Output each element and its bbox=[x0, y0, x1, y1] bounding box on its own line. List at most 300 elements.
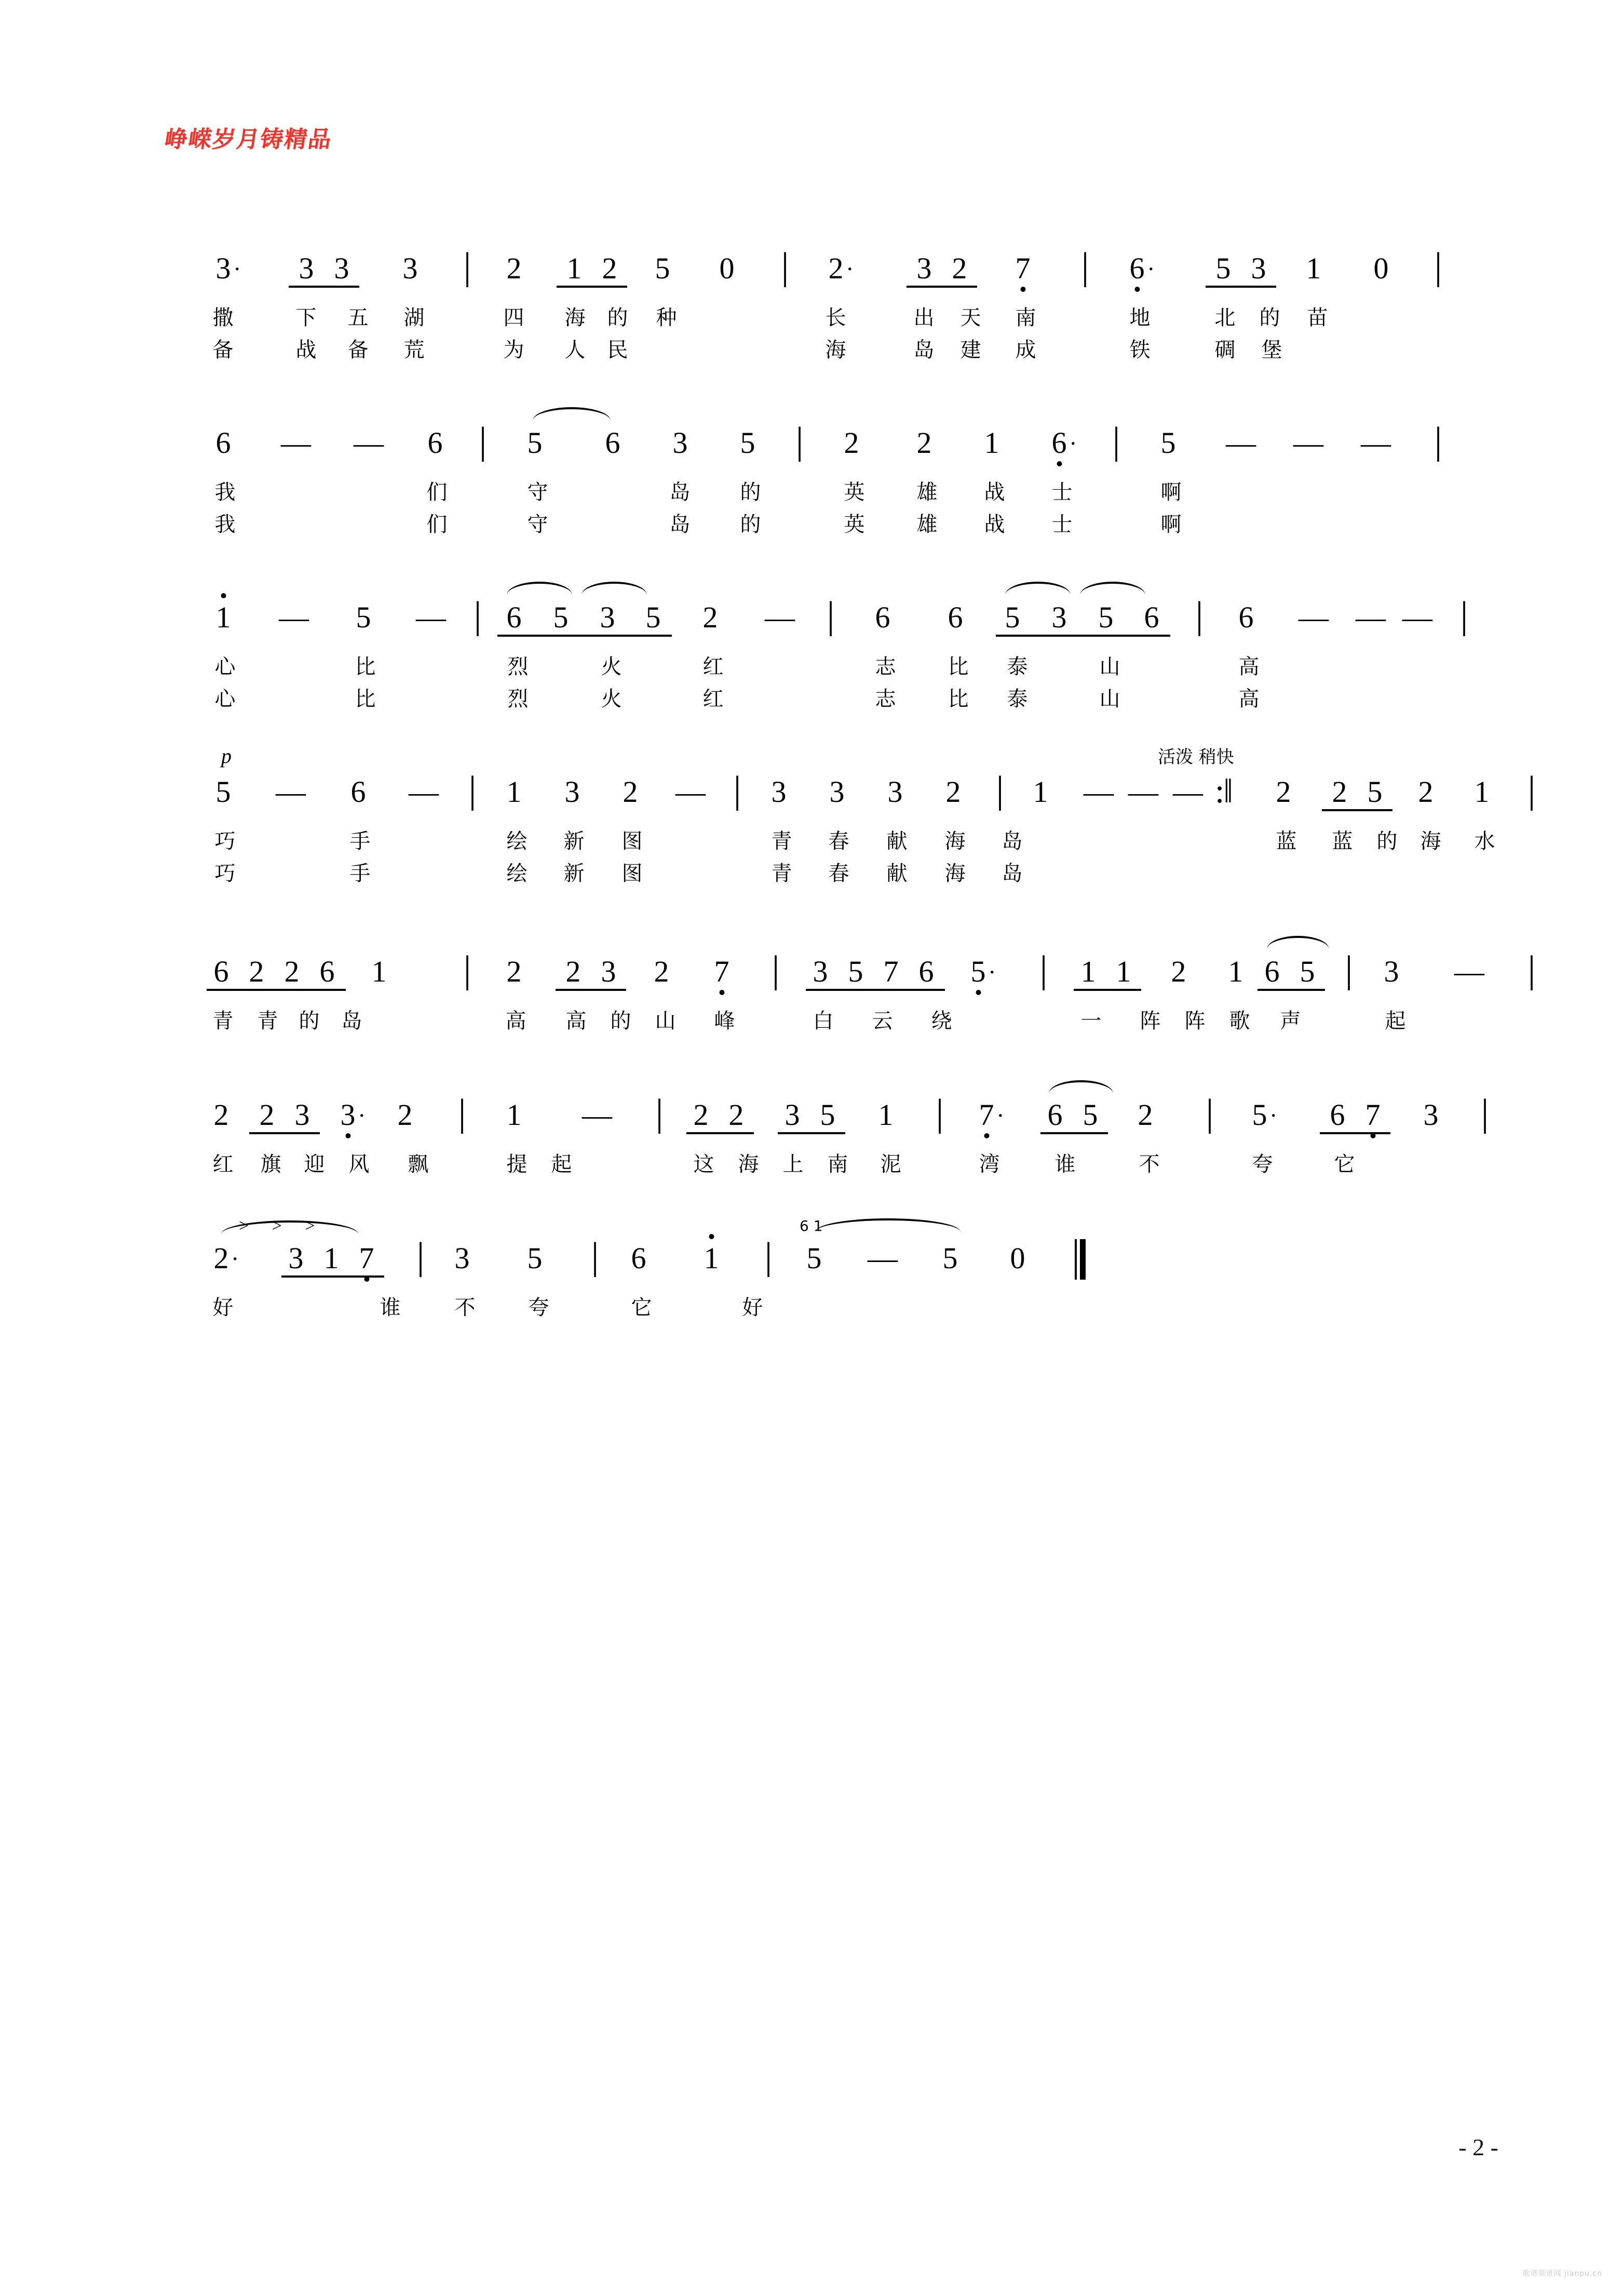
note: 3 bbox=[564, 775, 580, 809]
note: 2 bbox=[916, 426, 932, 460]
note: 6 bbox=[213, 955, 229, 988]
note: 2 bbox=[506, 251, 522, 285]
lyric: 备 bbox=[347, 338, 369, 362]
lyric: 四 bbox=[503, 306, 525, 330]
lyric: 的 bbox=[607, 306, 629, 330]
note: 2 bbox=[506, 955, 522, 988]
note: 1 bbox=[704, 1241, 719, 1275]
note: 6 bbox=[215, 426, 231, 460]
lyric: 山 bbox=[1099, 655, 1121, 679]
lyric: 好 bbox=[742, 1296, 764, 1320]
music-score bbox=[202, 244, 1536, 1377]
beam bbox=[1040, 1132, 1108, 1134]
note: 2 bbox=[213, 1098, 229, 1132]
sustain-dash: — bbox=[1128, 775, 1158, 809]
note: 2 bbox=[702, 600, 718, 634]
lyric: 青 bbox=[771, 862, 793, 885]
note: 6 bbox=[918, 955, 934, 988]
beam bbox=[497, 635, 672, 637]
barline: | bbox=[468, 769, 477, 811]
lyrics-row-6a bbox=[202, 1145, 1438, 1177]
notes-row-2 bbox=[202, 419, 1442, 473]
lyric: 山 bbox=[1099, 687, 1121, 711]
lyrics-row-3a bbox=[202, 647, 1438, 679]
lyric: 比 bbox=[948, 687, 969, 711]
note: 3 bbox=[601, 955, 616, 988]
note: 5 · bbox=[1252, 1098, 1278, 1132]
lyric: 成 bbox=[1015, 338, 1037, 362]
note: 5 bbox=[1215, 251, 1231, 285]
music-system-6 bbox=[202, 1091, 1489, 1215]
lyric: 图 bbox=[621, 862, 643, 885]
lyric: 英 bbox=[844, 480, 865, 504]
note: 7 bbox=[714, 955, 729, 988]
notes-row-4 bbox=[202, 768, 1536, 822]
note: 2 bbox=[397, 1098, 413, 1132]
note: 7 bbox=[359, 1241, 374, 1275]
slur bbox=[533, 407, 611, 421]
lyric: 比 bbox=[948, 655, 969, 679]
lyric: 它 bbox=[631, 1296, 653, 1320]
note: 6 · bbox=[1129, 251, 1155, 285]
lyric: 雄 bbox=[916, 513, 938, 536]
note: 1 bbox=[1306, 251, 1321, 285]
barline: | bbox=[655, 1092, 664, 1134]
tempo-mark: 活泼 稍快 bbox=[1158, 747, 1234, 768]
lyric: 青 bbox=[257, 1009, 279, 1033]
note: 3 bbox=[299, 251, 314, 285]
grace-note: 6 1 bbox=[800, 1217, 823, 1234]
lyric: 它 bbox=[1334, 1152, 1356, 1176]
lyrics-row-2a bbox=[202, 473, 1438, 505]
note: 1 bbox=[1474, 775, 1490, 809]
note: 6 bbox=[1264, 955, 1280, 988]
beam bbox=[996, 635, 1170, 637]
note: 1 bbox=[1228, 955, 1243, 988]
lyric: 夸 bbox=[1252, 1152, 1274, 1176]
note: 2 bbox=[284, 955, 300, 988]
note: 2 bbox=[602, 251, 617, 285]
beam bbox=[686, 1132, 754, 1134]
lyric: 海 bbox=[944, 829, 966, 853]
lyric: 志 bbox=[875, 655, 897, 679]
sustain-dash: — bbox=[1361, 426, 1391, 460]
lyric: 民 bbox=[607, 338, 629, 362]
lyric: 战 bbox=[295, 338, 317, 362]
lyric: 绕 bbox=[931, 1009, 953, 1033]
lyric: 战 bbox=[984, 480, 1006, 504]
sustain-dash: — bbox=[281, 426, 311, 460]
lyrics-row-5a bbox=[202, 1001, 1438, 1033]
lyric: 声 bbox=[1280, 1009, 1302, 1033]
sustain-dash: — bbox=[1454, 955, 1484, 988]
lyric: 岛 bbox=[669, 513, 691, 536]
lyrics-row-2b bbox=[202, 505, 1438, 537]
note: 5 bbox=[942, 1241, 958, 1275]
lyric: 高 bbox=[565, 1009, 587, 1033]
lyric: 南 bbox=[1015, 306, 1037, 330]
barline: | bbox=[1195, 594, 1203, 637]
lyric: 这 bbox=[693, 1152, 715, 1176]
lyric: 海 bbox=[825, 338, 847, 362]
lyric: 巧 bbox=[214, 862, 236, 885]
sustain-dash: — bbox=[279, 600, 309, 634]
note: 6 bbox=[948, 600, 963, 634]
lyric: 我 bbox=[214, 480, 236, 504]
beam bbox=[207, 989, 346, 991]
lyric: 手 bbox=[349, 829, 371, 853]
lyric: 不 bbox=[454, 1296, 476, 1320]
lyric: 的 bbox=[610, 1009, 632, 1033]
note: 5 bbox=[215, 775, 231, 809]
note: 5 bbox=[655, 251, 670, 285]
lyric: 绘 bbox=[506, 829, 528, 853]
note: 6 bbox=[875, 600, 890, 634]
barline: | bbox=[479, 420, 487, 462]
lyric: 的 bbox=[1259, 306, 1281, 330]
notes-row-6 bbox=[202, 1091, 1489, 1145]
barline: | bbox=[781, 245, 789, 288]
note: 2 bbox=[945, 775, 961, 809]
sustain-dash: — bbox=[354, 426, 384, 460]
note: 6 bbox=[350, 775, 366, 809]
collection-stamp: 峥嵘岁月铸精品 bbox=[163, 126, 334, 153]
barline: | bbox=[1527, 769, 1536, 811]
note: 5 bbox=[740, 426, 755, 460]
lyric: 的 bbox=[740, 513, 762, 536]
note: 2 bbox=[844, 426, 859, 460]
note: 2 bbox=[565, 955, 581, 988]
note: 5 bbox=[553, 600, 569, 634]
note: 2 · bbox=[828, 251, 854, 285]
note: 3 bbox=[916, 251, 932, 285]
note: 5 bbox=[356, 600, 371, 634]
lyrics-row-3b bbox=[202, 679, 1438, 711]
lyric: 水 bbox=[1474, 829, 1496, 853]
lyric: 泰 bbox=[1007, 655, 1029, 679]
lyric: 南 bbox=[827, 1152, 849, 1176]
sustain-dash: — bbox=[765, 600, 795, 634]
lyric: 高 bbox=[1238, 687, 1260, 711]
final-barline bbox=[1075, 1239, 1086, 1280]
lyric: 比 bbox=[355, 687, 376, 711]
accent-marks: > > > bbox=[239, 1216, 324, 1236]
beam bbox=[556, 989, 626, 991]
note: 1 bbox=[1116, 955, 1131, 988]
lyric: 地 bbox=[1129, 306, 1151, 330]
note: 6 bbox=[631, 1241, 646, 1275]
note: 6 bbox=[506, 600, 522, 634]
lyric: 阵 bbox=[1140, 1009, 1161, 1033]
note: 1 bbox=[323, 1241, 339, 1275]
slur bbox=[507, 582, 572, 595]
beam bbox=[778, 1132, 845, 1134]
lyrics-row-1a bbox=[202, 298, 1438, 330]
slur bbox=[1267, 936, 1329, 949]
note: 3 · bbox=[215, 251, 241, 285]
note: 7 bbox=[883, 955, 899, 988]
beam bbox=[249, 1132, 320, 1134]
barline: | bbox=[1481, 1092, 1489, 1134]
note: 5 · bbox=[970, 955, 996, 988]
sustain-dash: — bbox=[675, 775, 706, 809]
note: 5 bbox=[527, 1241, 543, 1275]
barline: | bbox=[591, 1235, 599, 1278]
sustain-dash: — bbox=[409, 775, 439, 809]
lyric: 旗 bbox=[260, 1152, 282, 1176]
lyric: 一 bbox=[1080, 1009, 1102, 1033]
note: 5 bbox=[645, 600, 661, 634]
barline: | bbox=[463, 948, 471, 991]
note: 1 bbox=[1033, 775, 1048, 809]
note: 6 bbox=[1238, 600, 1254, 634]
barline: | bbox=[936, 1092, 944, 1134]
lyric: 荒 bbox=[403, 338, 425, 362]
lyric: 迎 bbox=[304, 1152, 326, 1176]
lyric: 岛 bbox=[1002, 829, 1023, 853]
lyric: 青 bbox=[771, 829, 793, 853]
note: 3 bbox=[288, 1241, 304, 1275]
barline: | bbox=[1206, 1092, 1214, 1134]
sustain-dash: — bbox=[416, 600, 446, 634]
lyric: 谁 bbox=[1054, 1152, 1076, 1176]
beam bbox=[907, 286, 977, 288]
lyric: 起 bbox=[1385, 1009, 1406, 1033]
lyric: 峰 bbox=[714, 1009, 736, 1033]
notes-row-1 bbox=[202, 244, 1442, 298]
note: 1 bbox=[984, 426, 999, 460]
lyric: 铁 bbox=[1129, 338, 1151, 362]
lyric: 啊 bbox=[1160, 480, 1182, 504]
lyric: 谁 bbox=[380, 1296, 401, 1320]
beam bbox=[289, 286, 359, 288]
lyric: 心 bbox=[214, 687, 236, 711]
slur bbox=[815, 1218, 961, 1232]
note: 1 bbox=[371, 955, 387, 988]
barline: | bbox=[463, 245, 471, 288]
lyric: 战 bbox=[984, 513, 1006, 536]
note: 3 · bbox=[340, 1098, 366, 1132]
lyric: 山 bbox=[655, 1009, 677, 1033]
barline: | bbox=[1112, 420, 1120, 462]
note: 6 bbox=[1330, 1098, 1345, 1132]
beam bbox=[1320, 1132, 1390, 1134]
lyric: 们 bbox=[426, 480, 448, 504]
lyric: 不 bbox=[1139, 1152, 1160, 1176]
note: 5 bbox=[1367, 775, 1383, 809]
lyric: 火 bbox=[601, 687, 623, 711]
note: 2 bbox=[259, 1098, 275, 1132]
lyric: 岛 bbox=[341, 1009, 363, 1033]
note: 1 bbox=[215, 600, 231, 634]
note: 2 bbox=[623, 775, 638, 809]
lyrics-row-7a bbox=[202, 1288, 1438, 1320]
lyric: 红 bbox=[212, 1152, 234, 1176]
lyric: 青 bbox=[212, 1009, 234, 1033]
dynamic-piano: p bbox=[221, 744, 232, 768]
barline: | bbox=[416, 1235, 425, 1278]
note: 2 bbox=[654, 955, 669, 988]
lyric: 泰 bbox=[1007, 687, 1029, 711]
sustain-dash: — bbox=[1173, 775, 1203, 809]
lyric: 们 bbox=[426, 513, 448, 536]
note: 3 bbox=[1423, 1098, 1439, 1132]
sustain-dash: — bbox=[1356, 600, 1386, 634]
note: 2 bbox=[249, 955, 264, 988]
music-system-3 bbox=[202, 593, 1468, 749]
lyric: 守 bbox=[527, 513, 549, 536]
lyric: 岛 bbox=[1002, 862, 1023, 885]
lyrics-row-1b bbox=[202, 330, 1438, 362]
note: 1 bbox=[506, 1098, 522, 1132]
lyric: 云 bbox=[872, 1009, 894, 1033]
slur bbox=[1080, 582, 1145, 595]
music-system-4 bbox=[202, 744, 1536, 929]
lyric: 绘 bbox=[506, 862, 528, 885]
beam bbox=[557, 286, 627, 288]
lyrics-row-4a bbox=[202, 822, 1496, 854]
note: 2 bbox=[1332, 775, 1347, 809]
lyric: 备 bbox=[212, 338, 234, 362]
lyric: 碉 bbox=[1214, 338, 1236, 362]
note: 5 bbox=[848, 955, 863, 988]
lyric: 的 bbox=[299, 1009, 320, 1033]
note: 7 bbox=[1365, 1098, 1381, 1132]
lyric: 提 bbox=[506, 1152, 528, 1176]
note: 2 bbox=[952, 251, 967, 285]
lyric: 为 bbox=[503, 338, 525, 362]
lyric: 手 bbox=[349, 862, 371, 885]
lyric: 春 bbox=[828, 829, 850, 853]
note: 2 bbox=[1138, 1098, 1153, 1132]
note: 6 bbox=[1047, 1098, 1063, 1132]
lyric: 海 bbox=[564, 306, 586, 330]
note: 2 bbox=[1171, 955, 1186, 988]
lyric: 火 bbox=[601, 655, 623, 679]
lyric: 心 bbox=[214, 655, 236, 679]
lyric: 岛 bbox=[669, 480, 691, 504]
note: 5 bbox=[1160, 426, 1176, 460]
lyric: 志 bbox=[875, 687, 897, 711]
lyric: 烈 bbox=[507, 655, 529, 679]
slur bbox=[1005, 582, 1071, 595]
lyric: 啊 bbox=[1160, 513, 1182, 536]
lyric: 阵 bbox=[1184, 1009, 1206, 1033]
lyric: 雄 bbox=[916, 480, 938, 504]
barline: | bbox=[795, 420, 804, 462]
lyric: 长 bbox=[825, 306, 847, 330]
notes-row-3 bbox=[202, 593, 1468, 647]
lyric: 堡 bbox=[1261, 338, 1283, 362]
note: 2 bbox=[1418, 775, 1433, 809]
note: 3 bbox=[813, 955, 828, 988]
note: 7 bbox=[1015, 251, 1031, 285]
note: 3 bbox=[294, 1098, 310, 1132]
barline: | bbox=[1434, 420, 1442, 462]
notes-row-7 bbox=[202, 1216, 1438, 1288]
note: 5 bbox=[527, 426, 543, 460]
lyric: 人 bbox=[564, 338, 586, 362]
note: 2 bbox=[728, 1098, 744, 1132]
lyric: 歌 bbox=[1229, 1009, 1251, 1033]
slur bbox=[1049, 1080, 1113, 1094]
lyric: 出 bbox=[913, 306, 935, 330]
music-system-1 bbox=[202, 244, 1442, 400]
lyric: 湖 bbox=[403, 306, 425, 330]
note: 3 bbox=[672, 426, 688, 460]
barline: | bbox=[764, 1235, 773, 1278]
note: 1 bbox=[566, 251, 582, 285]
lyric: 的 bbox=[1376, 829, 1398, 853]
barline: | bbox=[1460, 594, 1468, 637]
note: 6 bbox=[605, 426, 620, 460]
note: 2 bbox=[1276, 775, 1291, 809]
lyric: 的 bbox=[740, 480, 762, 504]
lyric: 新 bbox=[563, 862, 585, 885]
sustain-dash: — bbox=[1293, 426, 1323, 460]
note: 3 bbox=[334, 251, 349, 285]
lyric: 天 bbox=[960, 306, 982, 330]
note: 3 bbox=[402, 251, 418, 285]
lyric: 上 bbox=[782, 1152, 804, 1176]
lyric: 新 bbox=[563, 829, 585, 853]
barline: | bbox=[1527, 948, 1536, 991]
lyric: 夸 bbox=[528, 1296, 550, 1320]
rest: 0 bbox=[1373, 251, 1389, 285]
barline: | bbox=[1345, 948, 1353, 991]
lyric: 守 bbox=[527, 480, 549, 504]
beam bbox=[281, 1275, 384, 1278]
sustain-dash: — bbox=[1084, 775, 1114, 809]
lyric: 海 bbox=[738, 1152, 760, 1176]
lyrics-row-4b bbox=[202, 854, 1438, 886]
lyric: 士 bbox=[1051, 513, 1073, 536]
lyric: 图 bbox=[621, 829, 643, 853]
note: 3 bbox=[771, 775, 787, 809]
music-system-5 bbox=[202, 947, 1536, 1072]
lyric: 建 bbox=[960, 338, 982, 362]
lyric: 红 bbox=[702, 687, 724, 711]
site-watermark: 歌谱简谱网 jianpu.cn bbox=[1522, 2270, 1602, 2278]
music-system-7 bbox=[202, 1216, 1438, 1359]
barline: | bbox=[827, 594, 835, 637]
note: 3 bbox=[600, 600, 615, 634]
lyric: 蓝 bbox=[1332, 829, 1354, 853]
lyric: 岛 bbox=[913, 338, 935, 362]
barline: | bbox=[474, 594, 482, 637]
barline: | bbox=[733, 769, 741, 811]
note: 5 bbox=[806, 1241, 822, 1275]
lyric: 泥 bbox=[880, 1152, 902, 1176]
notes-row-5 bbox=[202, 947, 1536, 1001]
lyric: 种 bbox=[656, 306, 678, 330]
beam bbox=[806, 989, 945, 991]
barline: | bbox=[458, 1092, 466, 1134]
repeat-sign: :‖ bbox=[1215, 772, 1232, 810]
note: 6 bbox=[319, 955, 335, 988]
slur bbox=[581, 582, 647, 595]
lyric: 下 bbox=[295, 306, 317, 330]
note: 3 bbox=[454, 1241, 470, 1275]
beam bbox=[1074, 989, 1141, 991]
note: 6 bbox=[1144, 600, 1159, 634]
note: 1 bbox=[506, 775, 522, 809]
rest: 0 bbox=[1010, 1241, 1025, 1275]
note: 1 bbox=[1080, 955, 1096, 988]
lyric: 苗 bbox=[1307, 306, 1329, 330]
lyric: 飘 bbox=[408, 1152, 429, 1176]
lyric: 献 bbox=[886, 862, 908, 885]
